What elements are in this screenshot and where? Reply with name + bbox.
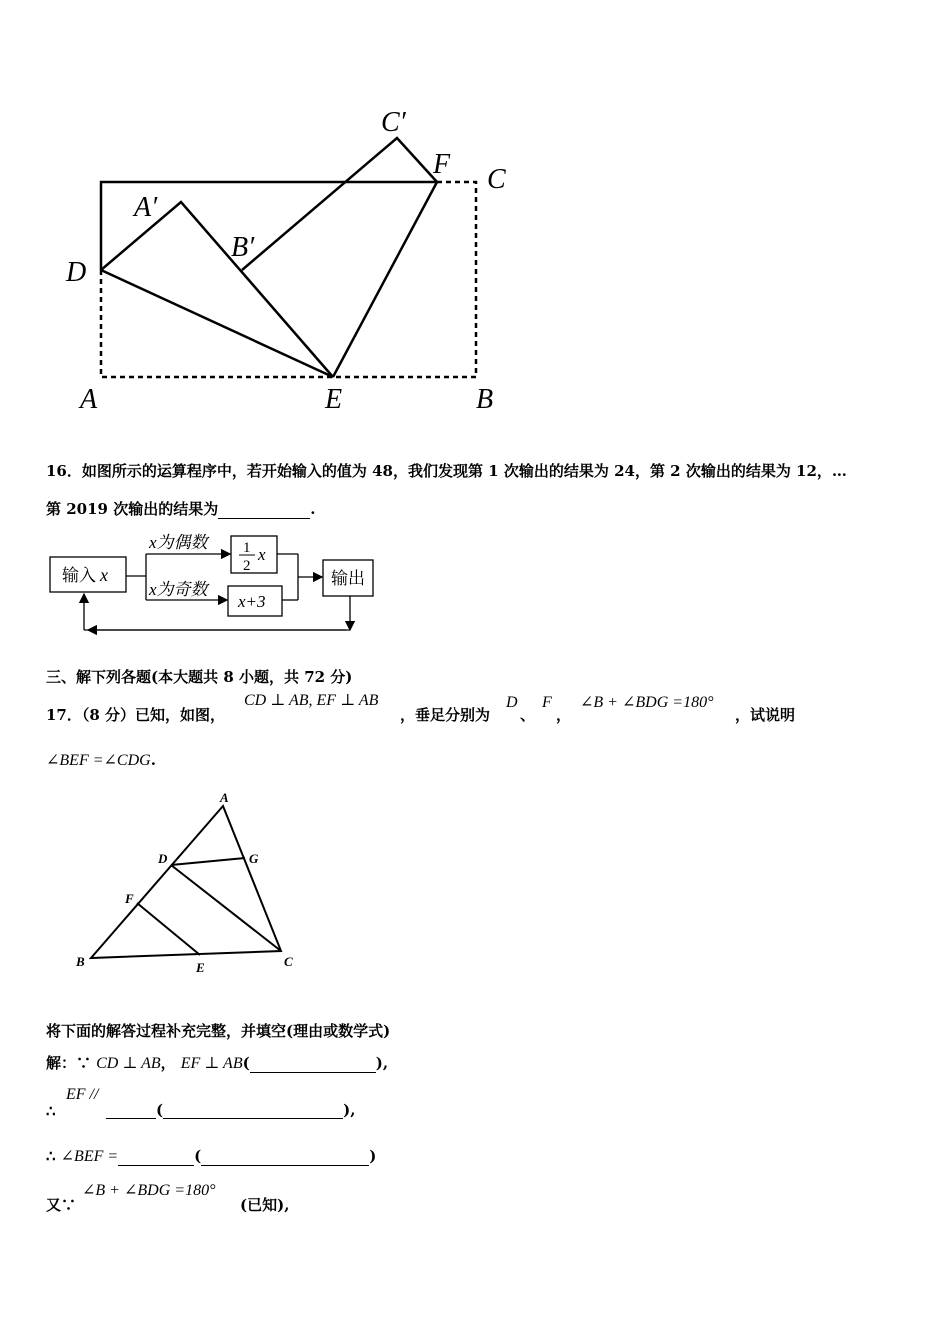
label-a-prime: A′ bbox=[134, 192, 158, 223]
tri-label-f: F bbox=[125, 891, 134, 906]
tri-label-g: G bbox=[249, 851, 259, 866]
folded-rectangle-figure bbox=[0, 0, 560, 430]
sol-l4-prefix: 又∵ bbox=[46, 1196, 77, 1214]
triangle-abc bbox=[91, 806, 281, 958]
q16-line2-end: . bbox=[310, 500, 316, 518]
q16-line2 bbox=[46, 498, 315, 519]
label-c: C bbox=[487, 164, 506, 195]
flow-plus3-label: x+3 bbox=[238, 592, 266, 611]
sol-l4-suffix: (已知), bbox=[240, 1196, 290, 1214]
label-e: E bbox=[325, 384, 343, 415]
segment-de bbox=[101, 270, 333, 377]
label-b: B bbox=[476, 384, 494, 415]
flow-even-cond: x为偶数 bbox=[149, 533, 208, 552]
q17-comma: ， bbox=[556, 706, 572, 724]
sol-l4-m: ∠B + ∠BDG =180° bbox=[82, 1182, 216, 1199]
tri-label-d: D bbox=[158, 851, 168, 866]
q16-line1: 16．如图所示的运算程序中，若开始输入的值为 48，我们发现第 1 次输出的结果为 24，第 2 次输出的结果为 12，… bbox=[46, 462, 847, 480]
q17-goal bbox=[46, 750, 156, 770]
sol-l3-m: ∠BEF = bbox=[60, 1148, 119, 1165]
tri-label-a: A bbox=[220, 790, 229, 805]
triangle-figure bbox=[70, 788, 310, 983]
segment-ef bbox=[333, 182, 437, 377]
q17-pt-d: D bbox=[506, 694, 518, 711]
solution-line-3 bbox=[46, 1146, 376, 1166]
q16-line2-text: 第 2019 次输出的结果为 bbox=[46, 500, 219, 518]
q17-goal-end: . bbox=[150, 751, 156, 769]
sol-l2-expr-blank[interactable] bbox=[106, 1104, 156, 1119]
rect-dashed-edges bbox=[101, 182, 476, 377]
sol-l3-expr-blank[interactable] bbox=[118, 1151, 194, 1166]
q16-answer-blank[interactable] bbox=[218, 504, 310, 519]
q17-sep: 、 bbox=[520, 706, 536, 724]
sol-l2-prefix: ∴ bbox=[46, 1102, 56, 1120]
flow-half-var: x bbox=[258, 545, 266, 564]
tri-label-c: C bbox=[284, 954, 293, 969]
sol-l1-comma: ， bbox=[160, 1054, 176, 1072]
fold-c-prime bbox=[242, 138, 437, 270]
flow-input-var: x bbox=[100, 565, 108, 585]
label-c-prime: C′ bbox=[381, 107, 406, 138]
q17-prefix: 17．（8 分）已知，如图， bbox=[46, 706, 226, 724]
sol-l3-close: ) bbox=[369, 1147, 377, 1165]
segment-fe bbox=[137, 903, 200, 955]
flow-half-num: 1 bbox=[243, 540, 251, 556]
flow-output-label: 输出 bbox=[331, 569, 365, 588]
tri-label-e: E bbox=[196, 960, 205, 975]
q17-cond1: CD ⊥ AB, EF ⊥ AB bbox=[244, 692, 379, 709]
sol-l3-open: ( bbox=[194, 1147, 202, 1165]
sol-l3-prefix: ∴ bbox=[46, 1147, 56, 1165]
sol-l1-m1: CD ⊥ AB bbox=[96, 1055, 161, 1072]
solution-line-1 bbox=[46, 1052, 388, 1073]
q17-mid: ，垂足分别为 bbox=[400, 706, 491, 724]
segment-dg bbox=[171, 858, 245, 865]
sol-l1-m2: EF ⊥ AB bbox=[180, 1055, 243, 1072]
q17-goal-math: ∠BEF =∠CDG bbox=[46, 752, 151, 769]
label-b-prime: B′ bbox=[231, 232, 255, 263]
sol-l1-close: ), bbox=[375, 1054, 389, 1072]
flow-half-den: 2 bbox=[243, 558, 251, 574]
label-d: D bbox=[66, 257, 87, 288]
sol-l2-reason-blank[interactable] bbox=[163, 1104, 343, 1119]
tri-label-b: B bbox=[76, 954, 85, 969]
sol-l2-m: EF // bbox=[66, 1086, 99, 1103]
label-f: F bbox=[433, 149, 451, 180]
sol-l2-open: ( bbox=[156, 1101, 164, 1119]
q17-pt-f: F bbox=[542, 694, 552, 711]
fold-a-prime bbox=[101, 202, 333, 377]
q17-cond2: ∠B + ∠BDG =180° bbox=[580, 694, 714, 711]
sol-l2-close: ), bbox=[343, 1101, 356, 1119]
sol-l1-prefix: 解：∵ bbox=[46, 1054, 92, 1072]
q17-suffix: ，试说明 bbox=[735, 706, 796, 724]
solution-line-2 bbox=[106, 1100, 355, 1119]
flowchart bbox=[40, 528, 390, 640]
section3-heading: 三、解下列各题(本大题共 8 小题，共 72 分) bbox=[46, 668, 353, 686]
flow-odd-cond: x为奇数 bbox=[149, 580, 208, 599]
flow-input-label: 输入 bbox=[62, 566, 96, 585]
sol-l1-open: ( bbox=[242, 1054, 250, 1072]
sol-l1-reason-blank[interactable] bbox=[250, 1058, 376, 1073]
sol-l3-reason-blank[interactable] bbox=[201, 1151, 369, 1166]
solution-intro: 将下面的解答过程补充完整，并填空(理由或数学式) bbox=[46, 1022, 391, 1040]
label-a: A bbox=[80, 384, 98, 415]
